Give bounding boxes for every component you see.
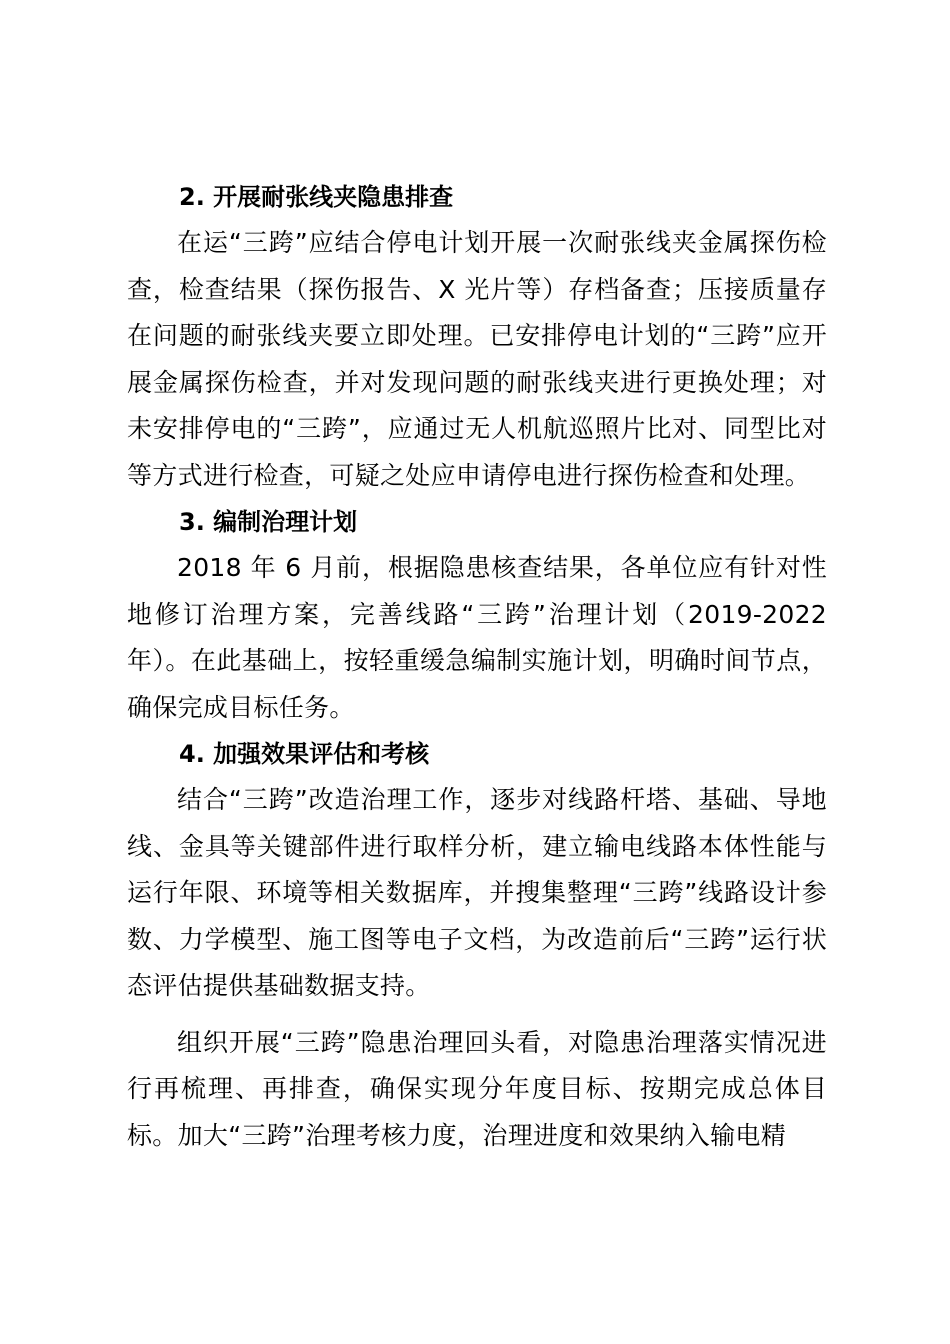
section-heading-2: 2. 开展耐张线夹隐患排查 <box>179 183 454 211</box>
section-2-paragraph: 在运“三跨”应结合停电计划开展一次耐张线夹金属探伤检查，检查结果（探伤报告、X 光片等）存档备查；压接质量存在问题的耐张线夹要立即处理。已安排停电计划的“三跨”应开展金属探伤检查，并对发现问题的耐张线夹进行更换处理；对未安排停电的“三跨”，应通过无人机航巡照片比对、同型比对等方式进行检查，可疑之处应申请停电进行探伤检查和处理。 <box>127 228 827 490</box>
section-heading-4: 4. 加强效果评估和考核 <box>179 740 430 768</box>
section-heading-3: 3. 编制治理计划 <box>179 508 358 536</box>
section-4-paragraph-2: 组织开展“三跨”隐患治理回头看，对隐患治理落实情况进行再梳理、再排查，确保实现分年度目标、按期完成总体目标。加大“三跨”治理考核力度，治理进度和效果纳入输电精 <box>127 1027 827 1150</box>
document-body <box>127 174 827 1159</box>
section-4-paragraph-1: 结合“三跨”改造治理工作，逐步对线路杆塔、基础、导地线、金具等关键部件进行取样分析，建立输电线路本体性能与运行年限、环境等相关数据库，并搜集整理“三跨”线路设计参数、力学模型、施工图等电子文档，为改造前后“三跨”运行状态评估提供基础数据支持。 <box>127 785 827 1000</box>
section-3-paragraph: 2018 年 6 月前，根据隐患核查结果，各单位应有针对性地修订治理方案，完善线路“三跨”治理计划（2019-2022 年）。在此基础上，按轻重缓急编制实施计划，明确时间节点，确保完成目标任务。 <box>127 553 827 722</box>
